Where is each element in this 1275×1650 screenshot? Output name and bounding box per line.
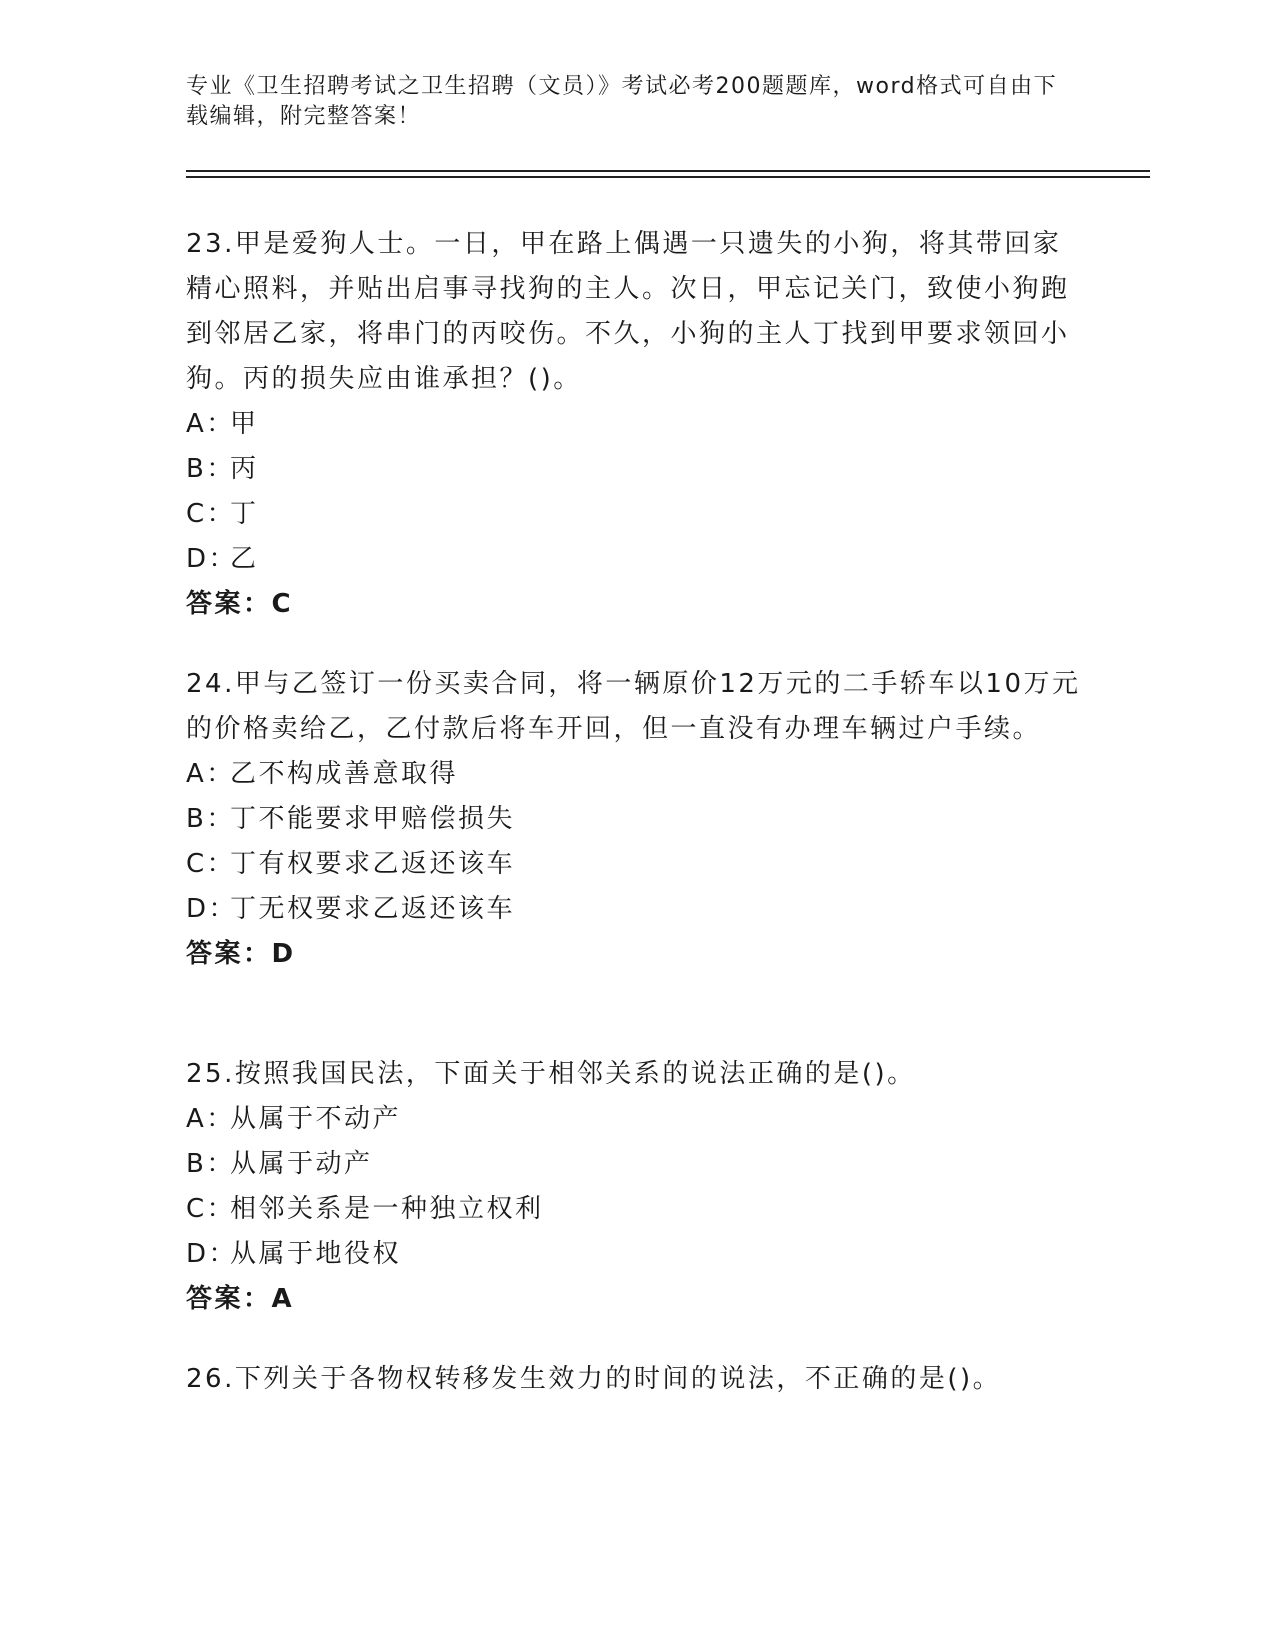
option-key: C： [186, 1194, 236, 1224]
header-rule-bottom [186, 176, 1150, 178]
option-b [186, 447, 1086, 492]
question-25 [186, 1052, 1086, 1322]
question-26 [186, 1357, 1086, 1402]
option-text: 丁 [230, 499, 259, 529]
option-c [186, 492, 1086, 537]
option-text: 丁无权要求乙返还该车 [230, 894, 516, 924]
option-key: B： [186, 804, 235, 834]
option-key: D： [186, 894, 238, 924]
option-key: D： [186, 1239, 238, 1269]
option-a [186, 1097, 1086, 1142]
option-key: C： [186, 849, 236, 879]
option-d [186, 537, 1086, 582]
question-stem: 23.甲是爱狗人士。一日，甲在路上偶遇一只遗失的小狗，将其带回家精心照料，并贴出启事寻找狗的主人。次日，甲忘记关门，致使小狗跑到邻居乙家，将串门的丙咬伤。不久，小狗的主人丁找到甲要求领回小狗。丙的损失应由谁承担？()。 [186, 229, 1070, 394]
option-b [186, 1142, 1086, 1187]
option-key: D： [186, 544, 238, 574]
option-key: B： [186, 1149, 235, 1179]
option-text: 丁不能要求甲赔偿损失 [230, 804, 516, 834]
option-text: 乙 [230, 544, 259, 574]
question-24 [186, 662, 1086, 977]
option-key: A： [186, 409, 235, 439]
option-d [186, 887, 1086, 932]
option-key: C： [186, 499, 236, 529]
question-stem: 26.下列关于各物权转移发生效力的时间的说法，不正确的是()。 [186, 1364, 1002, 1394]
option-text: 相邻关系是一种独立权利 [230, 1194, 544, 1224]
option-a [186, 402, 1086, 447]
option-key: A： [186, 1104, 235, 1134]
option-text: 丙 [230, 454, 259, 484]
option-text: 从属于不动产 [230, 1104, 402, 1134]
option-d [186, 1232, 1086, 1277]
answer: 答案：A [186, 1284, 295, 1314]
option-text: 乙不构成善意取得 [230, 759, 459, 789]
question-23 [186, 222, 1086, 627]
option-text: 从属于动产 [230, 1149, 373, 1179]
answer: 答案：C [186, 589, 294, 619]
option-text: 丁有权要求乙返还该车 [230, 849, 516, 879]
option-text: 甲 [230, 409, 259, 439]
option-a [186, 752, 1086, 797]
option-c [186, 1187, 1086, 1232]
option-key: B： [186, 454, 235, 484]
header-rule-top [186, 170, 1150, 172]
page-header: 专业《卫生招聘考试之卫生招聘（文员）》考试必考200题题库，word格式可自由下载编辑，附完整答案！ [186, 74, 1058, 129]
answer: 答案：D [186, 939, 296, 969]
option-b [186, 797, 1086, 842]
option-key: A： [186, 759, 235, 789]
question-stem: 24.甲与乙签订一份买卖合同，将一辆原价12万元的二手轿车以10万元的价格卖给乙，乙付款后将车开回，但一直没有办理车辆过户手续。 [186, 669, 1081, 744]
question-stem: 25.按照我国民法，下面关于相邻关系的说法正确的是()。 [186, 1059, 916, 1089]
option-c [186, 842, 1086, 887]
option-text: 从属于地役权 [230, 1239, 402, 1269]
